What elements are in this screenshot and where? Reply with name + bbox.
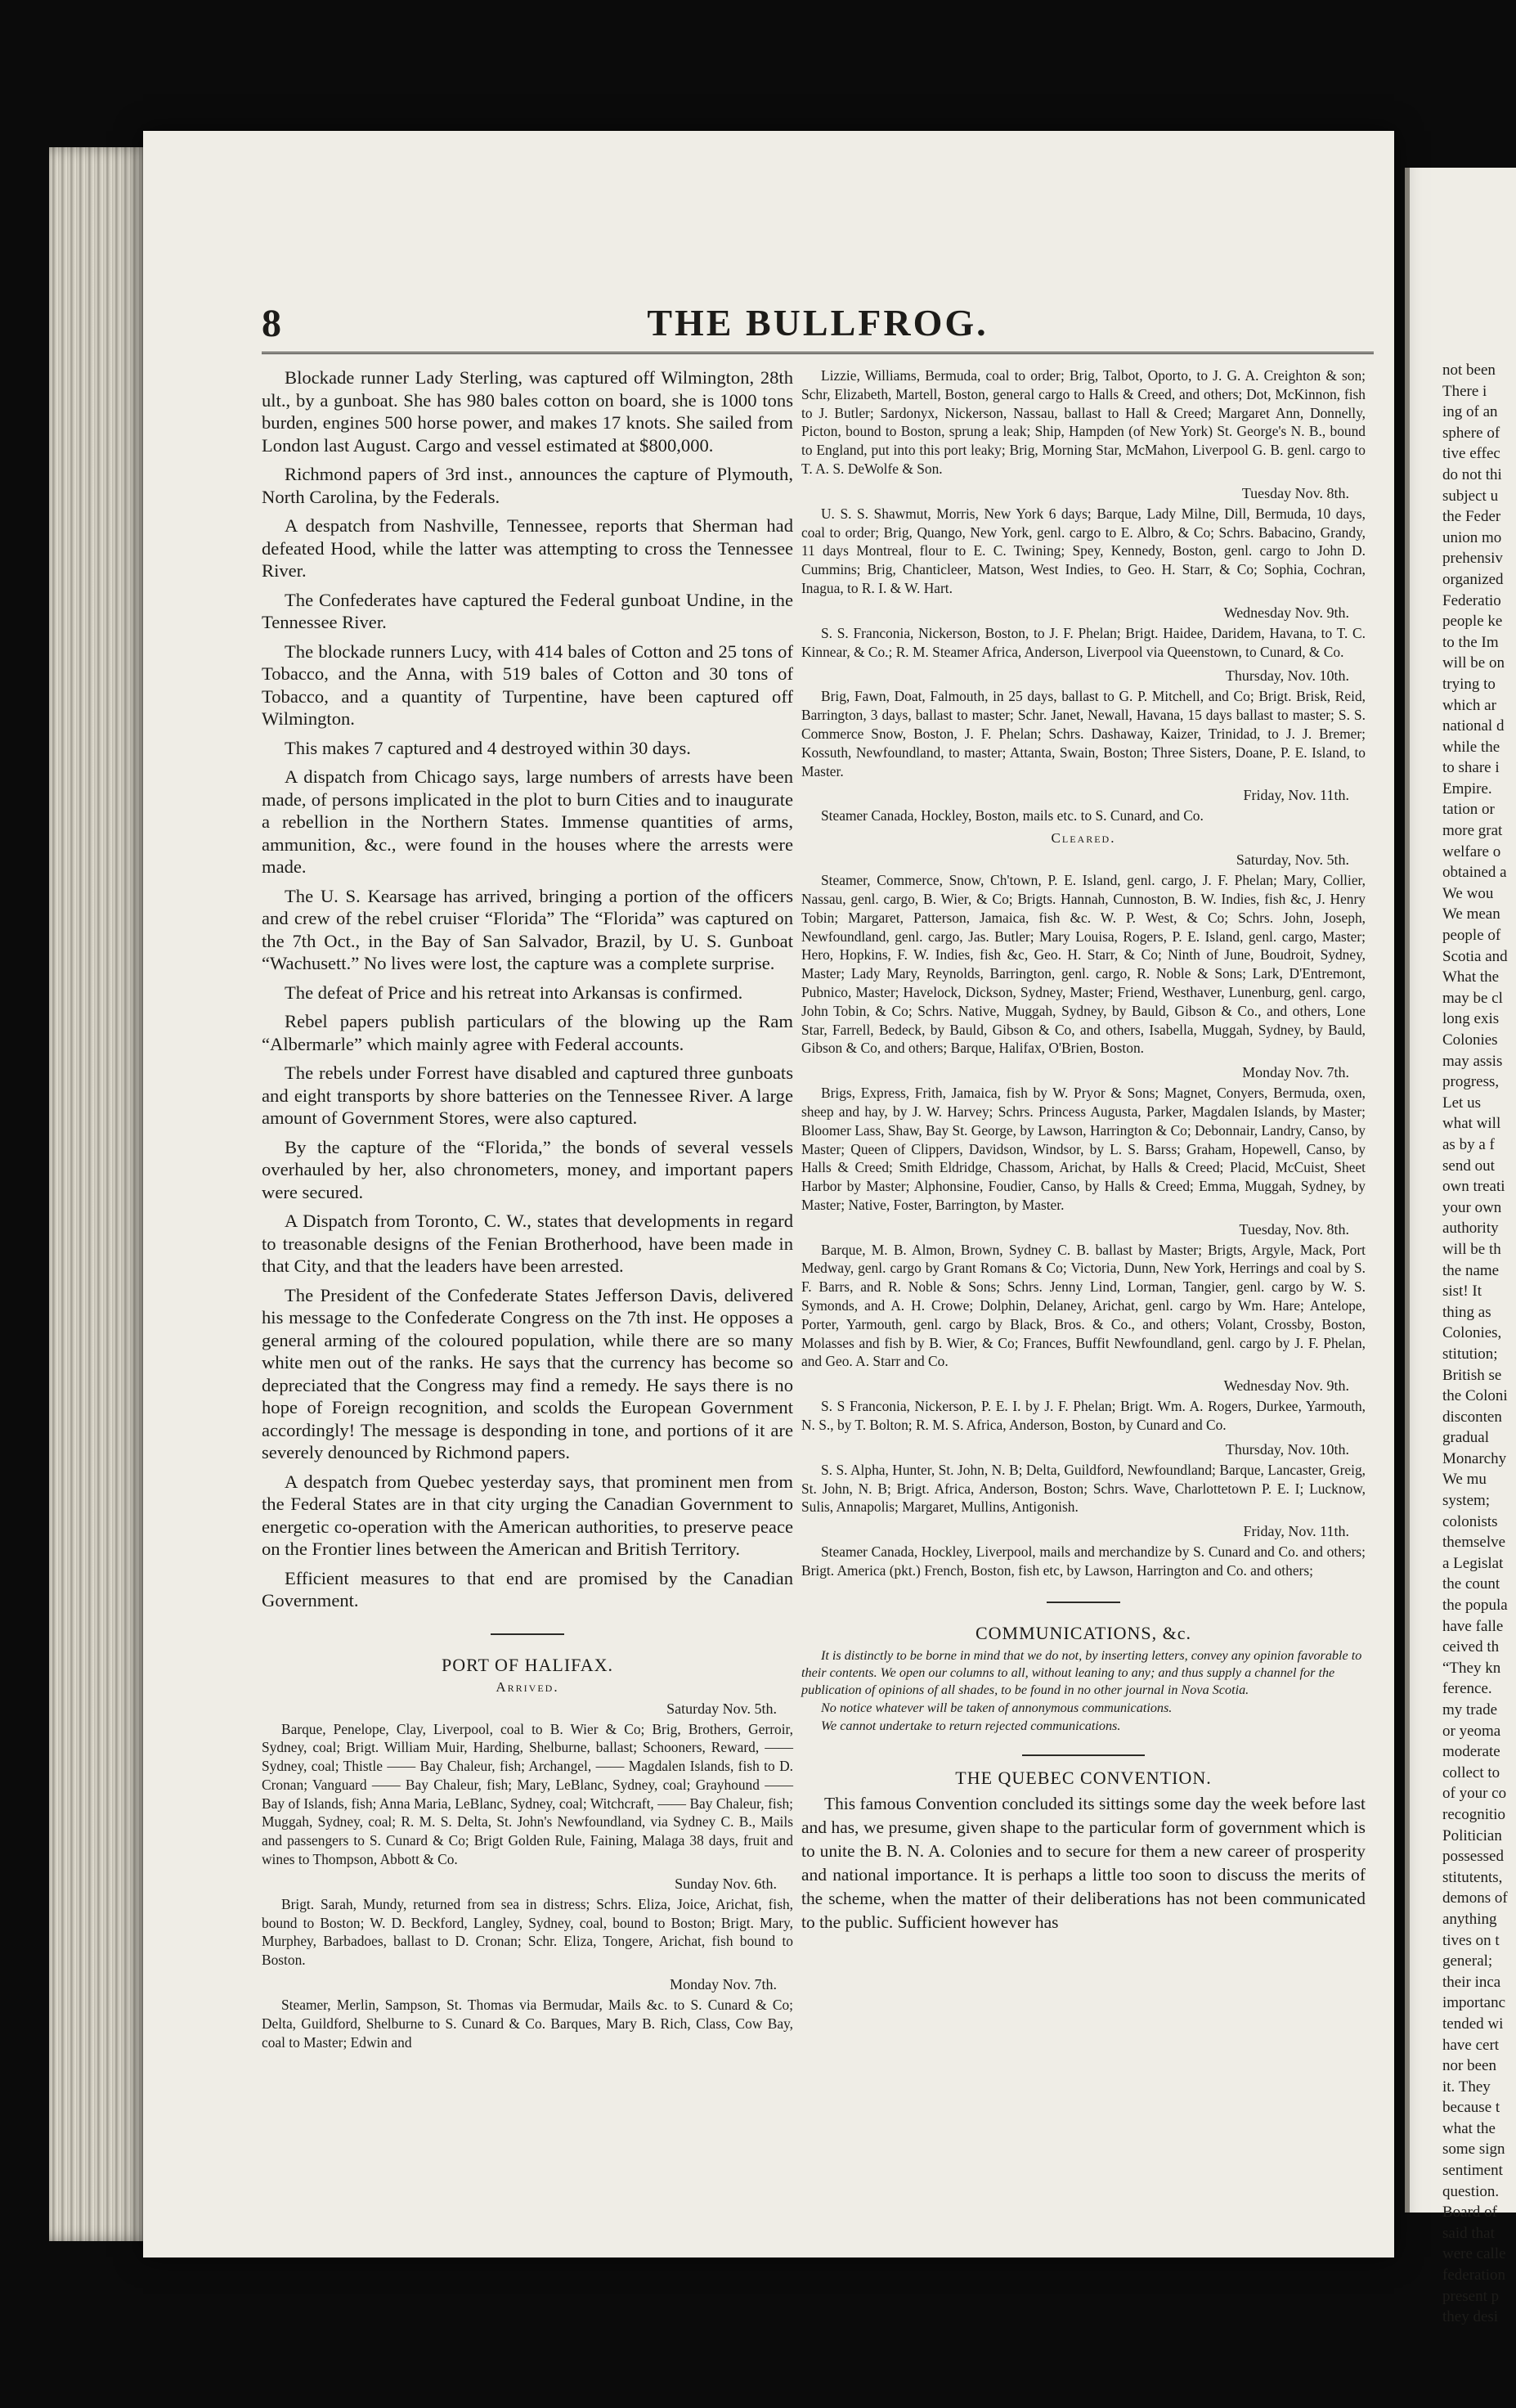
masthead <box>262 294 1374 354</box>
adjacent-line: were calle <box>1442 2245 1506 2263</box>
adjacent-line: We mu <box>1442 1471 1487 1489</box>
shipping-date: Friday, Nov. 11th. <box>1243 787 1349 804</box>
clearances-list <box>801 850 1366 1580</box>
adjacent-line: not been <box>1442 362 1496 379</box>
arrivals-list-continued <box>801 366 1366 825</box>
news-item: Rebel papers publish particulars of the blowing up the Ram “Albermarle” which mainly agree with Federal accounts. <box>262 1011 793 1054</box>
news-item: The defeat of Price and his retreat into Arkansas is confirmed. <box>285 982 743 1003</box>
adjacent-line: obtained a <box>1442 864 1507 882</box>
adjacent-line: they desi <box>1442 2308 1499 2326</box>
adjacent-line: demons of <box>1442 1889 1508 1907</box>
page-content <box>143 131 1394 2258</box>
adjacent-line: people of <box>1442 927 1501 945</box>
adjacent-line: Colonies <box>1442 1031 1498 1049</box>
notice-line: No notice whatever will be taken of annonymous communications. <box>821 1700 1173 1715</box>
shipping-date: Monday Nov. 7th. <box>1242 1064 1349 1081</box>
news-item: The rebels under Forrest have disabled and captured three gunboats and eight transports by shore batteries on the Tennessee River. A large amount of Government Stores, were also captured. <box>262 1062 793 1128</box>
section-divider <box>491 1633 564 1635</box>
adjacent-line: present p <box>1442 2287 1500 2305</box>
adjacent-line: recognitio <box>1442 1805 1506 1823</box>
adjacent-line: ference. <box>1442 1680 1492 1698</box>
adjacent-line: What the <box>1442 968 1500 986</box>
adjacent-line: have falle <box>1442 1617 1504 1635</box>
news-items <box>262 366 793 1612</box>
adjacent-line: will be on <box>1442 654 1505 672</box>
adjacent-line: sphere of <box>1442 424 1500 442</box>
adjacent-line: what will <box>1442 1115 1501 1133</box>
notice-line: We cannot undertake to return rejected communications. <box>821 1718 1121 1733</box>
adjacent-line: send out <box>1442 1157 1495 1175</box>
shipping-entry: S. S. Franconia, Nickerson, Boston, to J. F. Phelan; Brigt. Haidee, Daridem, Havana, to T. C. Kinnear, & Co.; R. M. Steamer Africa, Anderson, Liverpool via Queenstown, to Cunard, & Co. <box>801 624 1366 660</box>
adjacent-line: while the <box>1442 738 1500 756</box>
shipping-entry: U. S. S. Shawmut, Morris, New York 6 days; Barque, Lady Milne, Dill, Bermuda, 10 days, coal to order; Brig, Quango, New York, genl. cargo to E. Albro, & Co; Schrs. Babacino, Grandy, 11 days Montreal, flour to E. C. Twining; Spey, Kennedy, Boston, genl. cargo to John D. Cummins; Brig, Chanticleer, Matson, West Indies, to Geo. H. Starr, & Co; Sophia, Cochran, Inagua, to R. I. & W. Hart. <box>801 505 1366 596</box>
news-item: A despatch from Nashville, Tennessee, reports that Sherman had defeated Hood, while the latter was attempting to cross the Tennessee River. <box>262 515 793 581</box>
adjacent-line: tation or <box>1442 801 1495 819</box>
news-item: Blockade runner Lady Sterling, was captured off Wilmington, 28th ult., by a gunboat. She has 980 bales cotton on board, she is 1000 tons burden, engines 500 horse power, and makes 17 knots. She sailed from London last August. Cargo and vessel estimated at $800,000. <box>262 367 793 456</box>
column-right <box>801 366 1366 1938</box>
adjacent-line: national d <box>1442 717 1505 735</box>
adjacent-line: Board of <box>1442 2204 1498 2222</box>
notice-line: It is distinctly to be borne in mind that we do not, by inserting letters, convey any opinion favorable to their contents. We open our columns to all, without leaning to any; and thus supply a channel for the publication of opinions of all shades, to be found in no other journal in Nova Scotia. <box>801 1647 1362 1697</box>
shipping-date: Wednesday Nov. 9th. <box>1223 604 1349 621</box>
adjacent-line: organized <box>1442 570 1504 588</box>
adjacent-line: ceived th <box>1442 1638 1500 1656</box>
adjacent-line: because t <box>1442 2099 1500 2117</box>
cleared-heading: Cleared. <box>1051 830 1116 847</box>
shipping-entry: Steamer Canada, Hockley, Boston, mails etc. to S. Cunard, and Co. <box>821 807 1204 824</box>
adjacent-line: authority <box>1442 1220 1499 1238</box>
column-left <box>262 366 793 2056</box>
adjacent-line: what the <box>1442 2119 1496 2137</box>
shipping-entry: Lizzie, Williams, Bermuda, coal to order; Brig, Talbot, Oporto, to J. G. A. Creighton & son; Schr, Elizabeth, Martell, Boston, general cargo to Halls & Creed, and others; Dot, McKinnon, fish to J. Butler; Sardonyx, Nickerson, Nassau, ballast to Hall & Creed; Margaret Ann, Donnelly, Picton, bound to Boston, sprung a leak; Ship, Hampden (of New York) St. George's N. B., bound to England, put into this port leaky; Brig, Morning Star, McMahon, Liverpool G. B. genl. cargo to T. A. S. DeWolfe & Son. <box>801 367 1366 477</box>
news-item: A dispatch from Chicago says, large numbers of arrests have been made, of persons implicated in the plot to burn Cities and to inaugurate a rebellion in the Northern States. Immense quantities of arms, ammunition, &c., were found in the houses where the arrests were made. <box>262 766 793 877</box>
news-item: Efficient measures to that end are promised by the Canadian Government. <box>262 1567 793 1611</box>
adjacent-line: ing of an <box>1442 403 1498 421</box>
shipping-entry: S. S Franconia, Nickerson, P. E. I. by J. F. Phelan; Brigt. Wm. A. Rogers, Durkee, Yarmouth, N. S., by T. Bolton; R. M. S. Africa, Anderson, Boston, by Cunard and Co. <box>801 1398 1366 1434</box>
shipping-entry: Steamer, Commerce, Snow, Ch'town, P. E. Island, genl. cargo, J. F. Phelan; Mary, Collier, Nassau, genl. cargo, B. Wier, & Co; Brigts. Hannah, Cunnoston, B. W. Indies, fish &c, J. Henry Tobin; Margaret, Patterson, Jamaica, fish &c. W. P. West, & Co; Schrs. John, Joseph, Newfoundland, genl. cargo, Jas. Butler; Mary Louisa, Rogers, P. E. Island, genl. cargo, Master; Hero, Hopkins, F. W. Indies, fish &c, Geo. H. Starr, & Co; Ninth of June, Boudroit, Sydney, Master; Lady Mary, Reynolds, Barrington, genl. cargo, R. Noble & Sons; Lark, D'Entremont, Pubnico, Master; Havelock, Dickson, Sydney, Master; Friend, Westhaver, Lunenburg, genl. cargo, John Tobin, & Co; Schrs. Native, Muggah, Sydney, by Bauld, Gibson & Co., and others, Lone Star, Farrell, Bedeck, by Bauld, Gibson & Co, and others, Isabella, Muggah, Sydney, by Bauld, Gibson & Co, and others; Barque, Halifax, O'Brien, Boston. <box>801 872 1366 1057</box>
shipping-date: Tuesday, Nov. 8th. <box>1239 1220 1349 1238</box>
shipping-entry: Brigt. Sarah, Mundy, returned from sea in distress; Schrs. Eliza, Joice, Arichat, fish, bound to Boston; W. D. Beckford, Langley, Sydney, coal, bound to Boston; Brigt. Mary, Murphey, Barbadoes, ballast to D. Cronan; Schr. Eliza, Tongere, Arichat, fish bound to Boston. <box>262 1895 793 1969</box>
shipping-entry: Steamer Canada, Hockley, Liverpool, mails and merchandize by S. Cunard and Co. and others; Brigt. America (pkt.) French, Boston, fish etc, by Lawson, Harrington and Co. and others; <box>801 1543 1366 1579</box>
adjacent-line: general; <box>1442 1952 1493 1970</box>
adjacent-line: union mo <box>1442 528 1502 546</box>
adjacent-line: it. They <box>1442 2078 1491 2096</box>
adjacent-line: people ke <box>1442 613 1503 631</box>
adjacent-line: which ar <box>1442 696 1496 714</box>
shipping-date: Saturday Nov. 5th. <box>666 1700 777 1717</box>
adjacent-line: There i <box>1442 382 1487 400</box>
adjacent-line: “They kn <box>1442 1659 1501 1677</box>
adjacent-line: said that <box>1442 2224 1495 2242</box>
adjacent-line: system; <box>1442 1492 1491 1510</box>
adjacent-line: themselve <box>1442 1534 1506 1552</box>
adjacent-line: own treati <box>1442 1178 1505 1196</box>
adjacent-line: welfare o <box>1442 842 1501 860</box>
shipping-entry: S. S. Alpha, Hunter, St. John, N. B; Delta, Guildford, Newfoundland; Barque, Lancaster, Greig, St. John, N. B; Brigt. Africa, Anderson, Boston; Schrs. Wave, Charlottetown P. E. I; Lucknow, Sulis, Annapolis; Margaret, Mullins, Antigonish. <box>801 1461 1366 1516</box>
shipping-date: Thursday, Nov. 10th. <box>1225 1440 1349 1458</box>
adjacent-line: subject u <box>1442 487 1499 505</box>
adjacent-line: the count <box>1442 1575 1500 1593</box>
communications-title: COMMUNICATIONS, &c. <box>975 1622 1192 1643</box>
adjacent-line: of your co <box>1442 1785 1507 1803</box>
adjacent-line: Scotia and <box>1442 947 1508 965</box>
adjacent-line: my trade <box>1442 1701 1498 1718</box>
adjacent-line: importanc <box>1442 1994 1506 2012</box>
adjacent-line: moderate <box>1442 1743 1500 1761</box>
shipping-entry: Barque, M. B. Almon, Brown, Sydney C. B. ballast by Master; Brigts, Argyle, Mack, Port Medway, genl. cargo by Grant Romans & Co; Victoria, Dunn, New York, Herrings and coal by S. F. Barrs, and R. Noble & Sons; Schrs. Jenny Lind, Lorman, Tangier, genl. cargo by W. S. Symonds, and A. H. Crowe; Dolphin, Delaney, Arichat, genl. cargo by Wm. Hare; Antelope, Porter, Yarmouth, genl. cargo by Black, Bros. & Co., and others; Volant, Crossby, Boston, Molasses and fish by B. Wier, & Co; Frances, Buffit Newfoundland, genl. cargo by J. F. Phelan, and Geo. A. Starr and Co. <box>801 1241 1366 1370</box>
adjacent-line: Empire. <box>1442 779 1492 797</box>
adjacent-line: possessed <box>1442 1848 1504 1866</box>
adjacent-line: question. <box>1442 2182 1500 2200</box>
shipping-entry: Brigs, Express, Frith, Jamaica, fish by W. Pryor & Sons; Magnet, Conyers, Bermuda, oxen, sheep and hay, by J. W. Harvey; Schrs. Princess Augusta, Parker, Magdalen Islands, by Master; Bloomer Lass, Shaw, Bay St. George, by Lawson, Harrington & Co; Debonnair, Landry, Canso, by Master; Queen of Clippers, Davidson, Windsor, by L. S. Barss; Graham, Hopewell, Canso, by Halls & Creed; Smith Eldridge, Chassom, Arichat, by Halls & Creed; Placid, McCuist, Sheet Harbor by Master; Alphonsine, Foudier, Canso, by Halls & Creed; Emma, Muggah, Sydney, by Master; Native, Foster, Barrington, by Master. <box>801 1085 1366 1213</box>
adjacent-line: may be cl <box>1442 989 1503 1007</box>
adjacent-line: trying to <box>1442 675 1496 693</box>
adjacent-line: the Feder <box>1442 508 1501 526</box>
adjacent-line: more grat <box>1442 822 1503 840</box>
adjacent-line: have cert <box>1442 2036 1500 2054</box>
adjacent-line: do not thi <box>1442 465 1502 483</box>
adjacent-line: Let us <box>1442 1094 1481 1112</box>
adjacent-line: the Coloni <box>1442 1387 1508 1405</box>
adjacent-line: may assis <box>1442 1052 1503 1070</box>
adjacent-line: anything <box>1442 1910 1497 1928</box>
adjacent-line: your own <box>1442 1198 1502 1216</box>
shipping-date: Tuesday Nov. 8th. <box>1241 484 1349 501</box>
news-item: This makes 7 captured and 4 destroyed within 30 days. <box>285 737 691 758</box>
adjacent-line: colonists <box>1442 1512 1498 1530</box>
page-number: 8 <box>262 302 281 345</box>
adjacent-line: federation <box>1442 2266 1506 2284</box>
adjacent-line: disconten <box>1442 1408 1502 1426</box>
adjacent-line: stitutents, <box>1442 1868 1503 1886</box>
news-item: A despatch from Quebec yesterday says, that prominent men from the Federal States are in that city urging the Canadian Government to energetic co-operation with the American authorities, to preserve peace on the Frontier lines between the American and British Territory. <box>262 1471 793 1559</box>
adjacent-line: to share i <box>1442 759 1500 777</box>
shipping-date: Saturday, Nov. 5th. <box>1236 851 1349 869</box>
adjacent-line: their inca <box>1442 1973 1501 1991</box>
adjacent-line: progress, <box>1442 1073 1500 1091</box>
port-of-halifax-title: PORT OF HALIFAX. <box>441 1654 614 1675</box>
shipping-entry: Steamer, Merlin, Sampson, St. Thomas via Bermudar, Mails &c. to S. Cunard & Co; Delta, Guildford, Shelburne to S. Cunard & Co. Barques, Mary B. Rich, Class, Cow Bay, coal to Master; Edwin and <box>262 1997 793 2051</box>
shipping-date: Friday, Nov. 11th. <box>1243 1523 1349 1540</box>
adjacent-line: We wou <box>1442 884 1494 902</box>
adjacent-line: the popula <box>1442 1597 1508 1615</box>
adjacent-line: a Legislat <box>1442 1554 1504 1572</box>
adjacent-line: to the Im <box>1442 633 1499 651</box>
shipping-date: Wednesday Nov. 9th. <box>1223 1377 1349 1395</box>
shipping-entry: Brig, Fawn, Doat, Falmouth, in 25 days, ballast to G. P. Mitchell, and Co; Brigt. Brisk, Reid, Barrington, 3 days, ballast to master; Schr. Janet, Newall, Havana, 15 days ballast to master; S. S. Commerce Snow, Boston, J. F. Phelan; Schrs. Dashaway, Kaizer, Trinidad, to J. J. Bremer; Kossuth, Newfoundland, to master; Attanta, Swain, Boston; Three Sisters, Doane, P. E. Island, to Master. <box>801 688 1366 779</box>
adjacent-line: Colonies, <box>1442 1324 1502 1342</box>
shipping-date: Monday Nov. 7th. <box>670 1976 777 1993</box>
news-item: The U. S. Kearsage has arrived, bringing a portion of the officers and crew of the rebel cruiser “Florida” The “Florida” was captured on the 7th Oct., in the Bay of San Salvador, Brazil, by U. S. Gunboat “Wachusett.” No lives were lost, the capture was a complete surprise. <box>262 885 793 973</box>
news-item: By the capture of the “Florida,” the bonds of several vessels overhauled by her, also chronometers, money, and important papers were secured. <box>262 1136 793 1202</box>
adjacent-line: some sign <box>1442 2141 1505 2159</box>
adjacent-line: prehensiv <box>1442 550 1503 568</box>
adjacent-line: as by a f <box>1442 1135 1495 1153</box>
news-item: The Confederates have captured the Federal gunboat Undine, in the Tennessee River. <box>262 589 793 632</box>
adjacent-line: We mean <box>1442 905 1500 923</box>
news-item: A Dispatch from Toronto, C. W., states that developments in regard to treasonable designs of the Fenian Brotherhood, have been made in that City, and that the leaders have been arrested. <box>262 1211 793 1276</box>
newspaper-title: THE BULLFROG. <box>647 302 989 344</box>
news-item: The President of the Confederate States Jefferson Davis, delivered his message to the Confederate Congress on the 7th inst. He opposes a general arming of the coloured population, while there are so many white men out of the ranks. He says that the currency has become so depreciated that the Congress may find a remedy. He says there is no hope of Foreign recognition, and scolds the European Government accordingly! The message is desponding in tone, and portions of it are severely denounced by Richmond papers. <box>262 1284 793 1462</box>
arrivals-list <box>262 1699 793 2052</box>
editorial-notice <box>801 1647 1366 1735</box>
adjacent-line: gradual <box>1442 1429 1489 1447</box>
arrived-heading: Arrived. <box>496 1678 559 1695</box>
adjacent-line: British se <box>1442 1366 1502 1384</box>
adjacent-line: tended wi <box>1442 2015 1504 2033</box>
adjacent-line: the name <box>1442 1261 1500 1279</box>
book-page-edges <box>49 147 155 2241</box>
adjacent-line: sentiment <box>1442 2162 1503 2180</box>
adjacent-line: nor been <box>1442 2057 1496 2075</box>
adjacent-line: Politician <box>1442 1826 1502 1844</box>
adjacent-line: Monarchy <box>1442 1449 1507 1467</box>
quebec-convention-article <box>801 1792 1366 1934</box>
article-paragraph: This famous Convention concluded its sittings some day the week before last and has, we presume, given shape to the particular form of government which is to unite the B. N. A. Colonies and to secure for them a new career of prosperity and national importance. It is perhaps a little too soon to discuss the merits of the scheme, when the matter of their deliberations has not been communicated to the public. Sufficient however has <box>801 1793 1366 1932</box>
section-divider <box>1022 1754 1145 1756</box>
shipping-entry: Barque, Penelope, Clay, Liverpool, coal to B. Wier & Co; Brig, Brothers, Gerroir, Sydney, coal; Brigt. William Muir, Harding, Shelburne, ballast; Schooners, Reward, —— Sydney, coal; Thistle —— Bay Chaleur, fish; Archangel, —— Magdalen Islands, fish to D. Cronan; Vanguard —— Bay Chaleur, fish; Mary, LeBlanc, Sydney, coal; Grayhound —— Bay of Islands, fish; Anna Maria, LeBlanc, Sydney, coal; Witchcraft, —— Bay Chaleur, fish; Muggah, Sydney, coal; R. M. S. Delta, St. John's Newfoundland, via Sydney C. B., Mails and passengers to S. Cunard & Co; Brigt Golden Rule, Faining, Malaga 38 days, fruit and wines to Thompson, Abbott & Co. <box>262 1720 793 1868</box>
adjacent-line: tive effec <box>1442 445 1500 463</box>
shipping-date: Sunday Nov. 6th. <box>675 1875 777 1892</box>
adjacent-line: will be th <box>1442 1240 1501 1258</box>
adjacent-page-text <box>1410 168 1516 2328</box>
news-item: Richmond papers of 3rd inst., announces the capture of Plymouth, North Carolina, by the Federals. <box>262 464 793 507</box>
adjacent-line: Federatio <box>1442 591 1501 609</box>
adjacent-line: or yeoma <box>1442 1722 1501 1740</box>
adjacent-line: thing as <box>1442 1303 1491 1321</box>
shipping-date: Thursday, Nov. 10th. <box>1225 667 1349 685</box>
adjacent-line: tives on t <box>1442 1931 1500 1949</box>
news-item: The blockade runners Lucy, with 414 bales of Cotton and 25 tons of Tobacco, and the Anna, with 519 bales of Cotton and 30 tons of Tobacco, and a quantity of Turpentine, have been captured off Wilmington. <box>262 640 793 729</box>
adjacent-line: long exis <box>1442 1010 1500 1028</box>
adjacent-line: stitution; <box>1442 1345 1498 1363</box>
section-divider <box>1047 1602 1120 1603</box>
adjacent-line: collect to <box>1442 1763 1500 1781</box>
adjacent-page-fragment <box>1405 168 1516 2326</box>
adjacent-line: sist! It <box>1442 1283 1482 1301</box>
quebec-convention-title: THE QUEBEC CONVENTION. <box>955 1767 1212 1788</box>
